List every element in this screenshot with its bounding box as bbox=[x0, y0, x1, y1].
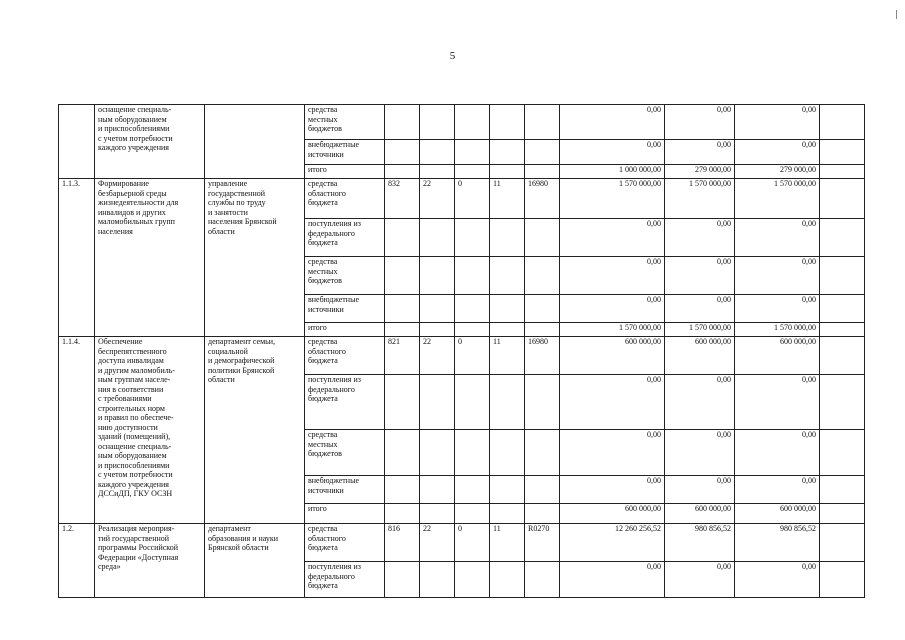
amount-cell: 980 856,52 bbox=[665, 524, 735, 562]
amount-cell: 0,00 bbox=[735, 430, 820, 476]
blank-cell bbox=[820, 165, 865, 179]
code-cell: 11 bbox=[490, 179, 525, 219]
code-cell: 16980 bbox=[525, 337, 560, 375]
code-cell bbox=[490, 430, 525, 476]
source-cell: итого bbox=[305, 323, 385, 337]
measure-name-cell: Формирование безбарьерной среды жизнедеятельности для инвалидов и других маломобильных групп населения bbox=[95, 179, 205, 337]
code-cell bbox=[525, 295, 560, 323]
amount-cell: 600 000,00 bbox=[560, 504, 665, 524]
code-cell bbox=[455, 504, 490, 524]
code-cell: 0 bbox=[455, 524, 490, 562]
amount-cell: 0,00 bbox=[560, 295, 665, 323]
amount-cell: 1 570 000,00 bbox=[560, 179, 665, 219]
code-cell: 821 bbox=[385, 337, 420, 375]
code-cell: 11 bbox=[490, 524, 525, 562]
amount-cell: 12 260 256,52 bbox=[560, 524, 665, 562]
code-cell: 22 bbox=[420, 179, 455, 219]
amount-cell: 279 000,00 bbox=[665, 165, 735, 179]
code-cell: 16980 bbox=[525, 179, 560, 219]
code-cell bbox=[525, 504, 560, 524]
item-number-cell: 1.1.4. bbox=[59, 337, 95, 524]
code-cell bbox=[490, 165, 525, 179]
amount-cell: 0,00 bbox=[735, 295, 820, 323]
code-cell bbox=[525, 140, 560, 165]
code-cell bbox=[455, 476, 490, 504]
amount-cell: 0,00 bbox=[665, 562, 735, 598]
amount-cell: 600 000,00 bbox=[560, 337, 665, 375]
code-cell bbox=[490, 140, 525, 165]
source-cell: средства областного бюджета bbox=[305, 337, 385, 375]
amount-cell: 0,00 bbox=[560, 105, 665, 140]
amount-cell: 600 000,00 bbox=[665, 504, 735, 524]
code-cell bbox=[455, 165, 490, 179]
amount-cell: 0,00 bbox=[665, 105, 735, 140]
measure-name-cell: Реализация мероприя- тий государственной программы Российской Федерации «Доступная среда» bbox=[95, 524, 205, 598]
code-cell bbox=[525, 562, 560, 598]
code-cell bbox=[385, 476, 420, 504]
source-cell: средства областного бюджета bbox=[305, 524, 385, 562]
code-cell: 11 bbox=[490, 337, 525, 375]
code-cell bbox=[525, 105, 560, 140]
amount-cell: 1 570 000,00 bbox=[665, 179, 735, 219]
blank-cell bbox=[820, 476, 865, 504]
code-cell bbox=[420, 140, 455, 165]
blank-cell bbox=[820, 179, 865, 219]
source-cell: внебюджетные источники bbox=[305, 140, 385, 165]
code-cell bbox=[490, 476, 525, 504]
code-cell bbox=[490, 323, 525, 337]
amount-cell: 0,00 bbox=[560, 219, 665, 257]
code-cell bbox=[420, 105, 455, 140]
source-cell: внебюджетные источники bbox=[305, 295, 385, 323]
code-cell bbox=[385, 219, 420, 257]
blank-cell bbox=[820, 337, 865, 375]
code-cell bbox=[385, 295, 420, 323]
amount-cell: 0,00 bbox=[735, 140, 820, 165]
code-cell: 816 bbox=[385, 524, 420, 562]
code-cell bbox=[490, 257, 525, 295]
amount-cell: 1 570 000,00 bbox=[735, 179, 820, 219]
blank-cell bbox=[820, 295, 865, 323]
amount-cell: 0,00 bbox=[735, 562, 820, 598]
executor-cell bbox=[205, 105, 305, 179]
source-cell: средства местных бюджетов bbox=[305, 430, 385, 476]
code-cell bbox=[525, 476, 560, 504]
budget-table bbox=[58, 104, 865, 598]
amount-cell: 0,00 bbox=[735, 375, 820, 430]
code-cell bbox=[420, 430, 455, 476]
amount-cell: 600 000,00 bbox=[735, 504, 820, 524]
table-row bbox=[59, 179, 865, 219]
amount-cell: 0,00 bbox=[665, 476, 735, 504]
amount-cell: 0,00 bbox=[665, 375, 735, 430]
amount-cell: 0,00 bbox=[665, 140, 735, 165]
amount-cell: 600 000,00 bbox=[735, 337, 820, 375]
code-cell bbox=[455, 323, 490, 337]
code-cell bbox=[525, 375, 560, 430]
amount-cell: 0,00 bbox=[735, 476, 820, 504]
amount-cell: 0,00 bbox=[560, 140, 665, 165]
blank-cell bbox=[820, 430, 865, 476]
blank-cell bbox=[820, 375, 865, 430]
item-number-cell: 1.2. bbox=[59, 524, 95, 598]
code-cell bbox=[385, 504, 420, 524]
code-cell bbox=[490, 295, 525, 323]
amount-cell: 0,00 bbox=[735, 105, 820, 140]
code-cell bbox=[455, 105, 490, 140]
item-number-cell bbox=[59, 105, 95, 179]
amount-cell: 0,00 bbox=[560, 476, 665, 504]
code-cell bbox=[385, 105, 420, 140]
scan-edge-mark bbox=[896, 10, 897, 19]
amount-cell: 0,00 bbox=[665, 430, 735, 476]
amount-cell: 0,00 bbox=[560, 257, 665, 295]
code-cell bbox=[455, 430, 490, 476]
table-row bbox=[59, 105, 865, 140]
amount-cell: 1 570 000,00 bbox=[665, 323, 735, 337]
item-number-cell: 1.1.3. bbox=[59, 179, 95, 337]
amount-cell: 0,00 bbox=[665, 257, 735, 295]
source-cell: средства областного бюджета bbox=[305, 179, 385, 219]
amount-cell: 0,00 bbox=[560, 375, 665, 430]
amount-cell: 0,00 bbox=[735, 219, 820, 257]
blank-cell bbox=[820, 105, 865, 140]
executor-cell: управление государственной службы по труду и занятости населения Брянской области bbox=[205, 179, 305, 337]
code-cell bbox=[385, 323, 420, 337]
code-cell bbox=[455, 257, 490, 295]
amount-cell: 279 000,00 bbox=[735, 165, 820, 179]
blank-cell bbox=[820, 140, 865, 165]
code-cell: R0270 bbox=[525, 524, 560, 562]
source-cell: поступления из федерального бюджета bbox=[305, 375, 385, 430]
code-cell bbox=[490, 105, 525, 140]
amount-cell: 1 000 000,00 bbox=[560, 165, 665, 179]
executor-cell: департамент семьи, социальной и демографической политики Брянской области bbox=[205, 337, 305, 524]
code-cell bbox=[385, 375, 420, 430]
amount-cell: 0,00 bbox=[560, 430, 665, 476]
source-cell: внебюджетные источники bbox=[305, 476, 385, 504]
code-cell bbox=[420, 504, 455, 524]
code-cell bbox=[385, 430, 420, 476]
executor-cell: департамент образования и науки Брянской области bbox=[205, 524, 305, 598]
code-cell bbox=[455, 140, 490, 165]
code-cell bbox=[490, 219, 525, 257]
blank-cell bbox=[820, 504, 865, 524]
code-cell bbox=[490, 562, 525, 598]
blank-cell bbox=[820, 323, 865, 337]
code-cell bbox=[525, 323, 560, 337]
code-cell bbox=[420, 219, 455, 257]
code-cell bbox=[525, 219, 560, 257]
code-cell bbox=[385, 140, 420, 165]
code-cell bbox=[455, 375, 490, 430]
amount-cell: 0,00 bbox=[560, 562, 665, 598]
amount-cell: 0,00 bbox=[665, 219, 735, 257]
blank-cell bbox=[820, 257, 865, 295]
amount-cell: 0,00 bbox=[665, 295, 735, 323]
code-cell bbox=[455, 295, 490, 323]
table-row bbox=[59, 524, 865, 562]
amount-cell: 600 000,00 bbox=[665, 337, 735, 375]
blank-cell bbox=[820, 524, 865, 562]
amount-cell: 980 856,52 bbox=[735, 524, 820, 562]
code-cell: 0 bbox=[455, 337, 490, 375]
amount-cell: 0,00 bbox=[735, 257, 820, 295]
source-cell: итого bbox=[305, 504, 385, 524]
code-cell bbox=[420, 476, 455, 504]
code-cell bbox=[420, 165, 455, 179]
source-cell: итого bbox=[305, 165, 385, 179]
code-cell: 0 bbox=[455, 179, 490, 219]
code-cell bbox=[490, 504, 525, 524]
code-cell bbox=[525, 165, 560, 179]
source-cell: поступления из федерального бюджета bbox=[305, 219, 385, 257]
code-cell bbox=[525, 257, 560, 295]
code-cell: 22 bbox=[420, 524, 455, 562]
amount-cell: 1 570 000,00 bbox=[735, 323, 820, 337]
source-cell: поступления из федерального бюджета bbox=[305, 562, 385, 598]
code-cell bbox=[385, 165, 420, 179]
code-cell bbox=[420, 323, 455, 337]
code-cell bbox=[385, 257, 420, 295]
source-cell: средства местных бюджетов bbox=[305, 105, 385, 140]
code-cell: 832 bbox=[385, 179, 420, 219]
blank-cell bbox=[820, 219, 865, 257]
code-cell bbox=[420, 375, 455, 430]
code-cell: 22 bbox=[420, 337, 455, 375]
measure-name-cell: оснащение специаль- ным оборудованием и приспособлениями с учетом потребности каждого учреждения bbox=[95, 105, 205, 179]
blank-cell bbox=[820, 562, 865, 598]
table-row bbox=[59, 337, 865, 375]
measure-name-cell: Обеспечение беспрепятственного доступа инвалидам и другим маломобиль- ным группам населе- ния в соответствии с требованиями строительных норм и правил по обеспече- нию доступности зданий (помещений), оснащение специаль- ным оборудованием и приспособлениями с учетом потребности каждого учреждения ДССиДП, ГКУ ОСЗН bbox=[95, 337, 205, 524]
amount-cell: 1 570 000,00 bbox=[560, 323, 665, 337]
source-cell: средства местных бюджетов bbox=[305, 257, 385, 295]
code-cell bbox=[420, 257, 455, 295]
code-cell bbox=[525, 430, 560, 476]
code-cell bbox=[420, 295, 455, 323]
page-number: 5 bbox=[449, 50, 456, 62]
code-cell bbox=[490, 375, 525, 430]
code-cell bbox=[455, 562, 490, 598]
code-cell bbox=[455, 219, 490, 257]
code-cell bbox=[420, 562, 455, 598]
code-cell bbox=[385, 562, 420, 598]
